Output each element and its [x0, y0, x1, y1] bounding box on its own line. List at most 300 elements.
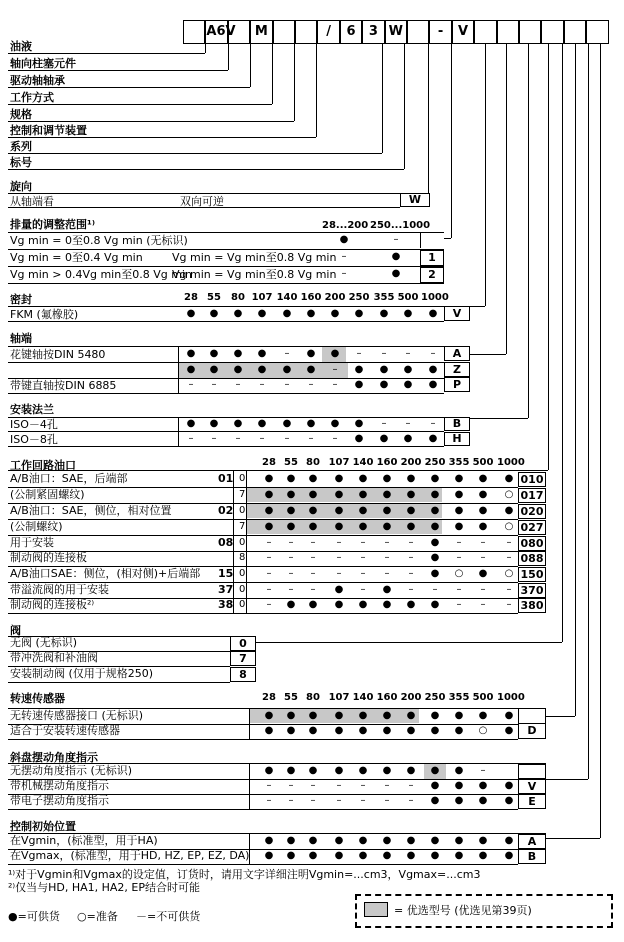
port-digit: 0 — [239, 584, 246, 595]
size-header: 355 — [373, 292, 395, 303]
connector-line — [562, 44, 563, 642]
option-code-box[interactable]: 080 — [518, 536, 546, 551]
availability-mark: ● — [308, 765, 318, 776]
section-title-speed: 转速传感器 — [10, 692, 65, 705]
availability-mark: ● — [504, 795, 514, 806]
availability-mark: – — [456, 599, 462, 610]
availability-mark: – — [480, 552, 486, 563]
availability-mark: – — [430, 348, 436, 359]
size-header: 200 — [324, 292, 346, 303]
availability-mark: ● — [428, 308, 438, 319]
availability-mark: ● — [478, 710, 488, 721]
availability-mark: – — [310, 537, 316, 548]
availability-mark: ○ — [504, 568, 514, 579]
option-code-box[interactable]: A — [444, 346, 470, 361]
availability-mark: ● — [354, 364, 364, 375]
order-code-position[interactable] — [497, 20, 519, 44]
size-header: 160 — [376, 692, 398, 703]
section-title-ports: 工作回路油口 — [10, 459, 76, 472]
availability-mark: ● — [286, 765, 296, 776]
preferred-swatch — [364, 902, 388, 917]
legend-in-preparation: ○=准备 — [77, 910, 118, 923]
option-code-box[interactable]: B — [444, 417, 470, 431]
order-code-position[interactable]: W — [385, 20, 407, 44]
availability-mark: ● — [428, 433, 438, 444]
availability-mark: ● — [406, 521, 416, 532]
size-header: 500 — [472, 457, 494, 468]
port-digit: 0 — [239, 473, 246, 484]
availability-mark: ● — [339, 234, 349, 245]
availability-mark: ● — [264, 725, 274, 736]
availability-mark: – — [211, 379, 217, 390]
order-code-position[interactable] — [564, 20, 586, 44]
option-code-box[interactable]: 020 — [518, 504, 546, 519]
option-code-box[interactable]: D — [518, 723, 546, 739]
availability-mark: – — [408, 537, 414, 548]
availability-mark: ● — [403, 308, 413, 319]
availability-mark: ● — [186, 364, 196, 375]
availability-mark: ● — [257, 348, 267, 359]
availability-mark: – — [332, 364, 338, 375]
availability-mark: ● — [454, 725, 464, 736]
availability-mark: – — [408, 780, 414, 791]
availability-mark: ● — [454, 780, 464, 791]
availability-mark: ● — [430, 780, 440, 791]
availability-mark: – — [332, 433, 338, 444]
availability-mark: – — [480, 584, 486, 595]
availability-mark: ● — [354, 433, 364, 444]
rule-line — [546, 779, 588, 780]
availability-mark: – — [310, 795, 316, 806]
availability-mark: ● — [286, 505, 296, 516]
availability-mark: – — [356, 348, 362, 359]
availability-mark: ● — [478, 780, 488, 791]
port-digit: 8 — [239, 552, 246, 563]
availability-mark: – — [288, 568, 294, 579]
rule-line — [8, 346, 470, 347]
availability-mark: – — [259, 433, 265, 444]
speed-sensor-label: 适合于安装转速传感器 — [10, 724, 120, 737]
availability-mark: – — [310, 584, 316, 595]
option-code-box[interactable] — [518, 708, 546, 724]
availability-mark: – — [360, 552, 366, 563]
code-position-label: 油液 — [10, 40, 32, 53]
availability-mark: ○ — [454, 568, 464, 579]
connector-line — [250, 44, 251, 87]
availability-mark: – — [308, 433, 314, 444]
connector-line — [178, 346, 179, 393]
order-code-position[interactable]: 6 — [340, 20, 362, 44]
order-code-position[interactable] — [586, 20, 608, 44]
option-code-box[interactable]: 7 — [230, 651, 256, 666]
availability-mark: – — [310, 552, 316, 563]
availability-mark: – — [480, 765, 486, 776]
availability-mark: ● — [382, 584, 392, 595]
availability-mark: ● — [454, 489, 464, 500]
availability-mark: ● — [334, 505, 344, 516]
port-number: 01 — [218, 472, 234, 485]
port-label: (公制紧固螺纹) — [10, 488, 85, 501]
availability-mark: ● — [282, 364, 292, 375]
size-header: 140 — [352, 692, 374, 703]
order-code-position[interactable]: / — [317, 20, 339, 44]
option-code-box[interactable]: E — [518, 794, 546, 809]
availability-mark: ● — [403, 433, 413, 444]
option-code-box[interactable]: 380 — [518, 598, 546, 613]
code-position-label: 控制和调节装置 — [10, 124, 87, 137]
availability-mark: ● — [478, 505, 488, 516]
availability-mark: ● — [264, 710, 274, 721]
connector-line — [575, 44, 576, 716]
section-title-swash: 斜盘摆动角度指示 — [10, 751, 98, 764]
option-code-box[interactable]: 010 — [518, 472, 546, 487]
availability-mark: ● — [306, 308, 316, 319]
connector-line — [246, 470, 247, 613]
rule-line — [8, 809, 518, 810]
availability-mark: – — [360, 780, 366, 791]
availability-mark: ● — [428, 364, 438, 375]
connector-line — [249, 708, 250, 739]
size-header: 250 — [424, 692, 446, 703]
availability-mark: ● — [264, 835, 274, 846]
availability-mark: – — [408, 795, 414, 806]
rule-line — [8, 193, 430, 194]
availability-mark: ● — [430, 710, 440, 721]
availability-mark: – — [266, 568, 272, 579]
availability-mark: ● — [358, 521, 368, 532]
availability-mark: ● — [334, 584, 344, 595]
option-code-box[interactable]: B — [518, 849, 546, 864]
availability-mark: ● — [209, 364, 219, 375]
connector-line — [451, 44, 452, 238]
control-label: 在Vgmax，(标准型，用于HD, HZ, EP, EZ, DA) — [10, 849, 250, 862]
connector-line — [588, 44, 589, 779]
connector-line — [233, 470, 234, 613]
availability-mark: ● — [430, 599, 440, 610]
option-code-box[interactable]: V — [518, 779, 546, 794]
availability-mark: – — [288, 780, 294, 791]
availability-mark: ● — [358, 505, 368, 516]
availability-mark: ● — [264, 473, 274, 484]
option-code-box[interactable]: 088 — [518, 551, 546, 566]
availability-mark: ● — [286, 710, 296, 721]
rule-line — [8, 232, 444, 233]
availability-mark: ● — [478, 835, 488, 846]
rule-line — [8, 739, 518, 740]
availability-mark: – — [480, 537, 486, 548]
option-code-box[interactable]: H — [444, 432, 470, 446]
availability-mark: ● — [358, 835, 368, 846]
legend-not-available: －=不可供货 — [136, 910, 201, 923]
availability-mark: ● — [382, 765, 392, 776]
availability-mark: – — [284, 379, 290, 390]
connector-line — [205, 44, 206, 53]
rule-line — [8, 153, 382, 154]
availability-mark: – — [266, 552, 272, 563]
rule-line — [444, 238, 451, 239]
rule-line — [8, 470, 546, 471]
availability-mark: ● — [334, 835, 344, 846]
availability-mark: ● — [334, 599, 344, 610]
availability-mark: – — [360, 795, 366, 806]
availability-mark: ● — [454, 795, 464, 806]
availability-mark: ● — [334, 710, 344, 721]
size-header: 80 — [306, 692, 320, 703]
availability-mark: ● — [358, 765, 368, 776]
rule-line — [8, 306, 470, 307]
code-position-label: 系列 — [10, 140, 32, 153]
order-code-position[interactable] — [519, 20, 541, 44]
displacement-label: Vg min > 0.4Vg min至0.8 Vg min — [10, 268, 192, 281]
option-code-box[interactable]: 370 — [518, 583, 546, 598]
rule-line — [8, 519, 518, 520]
availability-mark: – — [310, 780, 316, 791]
connector-line — [294, 44, 295, 121]
rule-line — [8, 104, 272, 105]
section-title-valve: 阀 — [10, 624, 21, 637]
port-label: A/B油口：SAE，后端部 — [10, 472, 128, 485]
legend-preferred: = 优选型号 (优选见第39页) — [394, 904, 532, 917]
port-label: A/B油口：SAE，侧位，相对位置 — [10, 504, 172, 517]
availability-mark: ● — [504, 725, 514, 736]
availability-mark: – — [310, 568, 316, 579]
availability-mark: ● — [382, 505, 392, 516]
availability-mark: – — [384, 795, 390, 806]
rule-line — [8, 249, 444, 250]
swash-label: 带机械摆动角度指示 — [10, 779, 109, 792]
availability-mark: ● — [382, 850, 392, 861]
connector-line — [316, 44, 317, 137]
availability-mark: ● — [358, 599, 368, 610]
availability-mark: ● — [430, 765, 440, 776]
availability-mark: – — [188, 433, 194, 444]
section-title-seal: 密封 — [10, 293, 32, 306]
availability-mark: ● — [334, 521, 344, 532]
availability-mark: ● — [282, 418, 292, 429]
availability-mark: ● — [358, 850, 368, 861]
order-code-position[interactable]: 3 — [362, 20, 384, 44]
availability-mark: ● — [186, 308, 196, 319]
connector-line — [249, 763, 250, 809]
availability-mark: ● — [264, 505, 274, 516]
seal-label: FKM (氟橡胶) — [10, 308, 79, 321]
size-header: 250 — [348, 292, 370, 303]
swash-label: 带电子摆动角度指示 — [10, 794, 109, 807]
rule-line — [546, 838, 600, 839]
availability-mark: ● — [334, 765, 344, 776]
valve-label: 无阀 (无标识) — [10, 636, 78, 649]
rule-line — [8, 393, 444, 394]
rule-line — [8, 535, 518, 536]
availability-mark: ● — [430, 505, 440, 516]
valve-label: 安装制动阀 (仅用于规格250) — [10, 667, 154, 680]
availability-mark: ● — [430, 725, 440, 736]
availability-mark: – — [336, 780, 342, 791]
availability-mark: ● — [334, 725, 344, 736]
availability-mark: ● — [233, 348, 243, 359]
speed-sensor-label: 无转速传感器接口 (无标识) — [10, 709, 144, 722]
availability-mark: – — [211, 433, 217, 444]
availability-mark: ● — [430, 537, 440, 548]
size-header: 355 — [448, 692, 470, 703]
availability-mark: ● — [286, 725, 296, 736]
availability-mark: ● — [382, 710, 392, 721]
availability-mark: ● — [379, 364, 389, 375]
legend-available: ●=可供货 — [8, 910, 60, 923]
rule-line — [470, 354, 506, 355]
option-code-box[interactable]: 017 — [518, 488, 546, 503]
availability-mark: ● — [454, 521, 464, 532]
option-code-box[interactable]: 150 — [518, 567, 546, 582]
rule-line — [8, 864, 518, 865]
availability-mark: – — [506, 584, 512, 595]
availability-mark: ○ — [478, 725, 488, 736]
availability-mark: ● — [306, 348, 316, 359]
size-header: 107 — [328, 457, 350, 468]
availability-mark: ● — [354, 418, 364, 429]
availability-mark: – — [341, 251, 347, 262]
availability-mark: ● — [406, 505, 416, 516]
availability-mark: ● — [430, 521, 440, 532]
port-digit: 7 — [239, 489, 246, 500]
availability-mark: ● — [478, 489, 488, 500]
availability-mark: ● — [308, 725, 318, 736]
availability-mark: ● — [504, 780, 514, 791]
availability-mark: ● — [430, 473, 440, 484]
port-digit: 0 — [239, 568, 246, 579]
availability-mark: ● — [334, 850, 344, 861]
availability-mark: ● — [478, 473, 488, 484]
availability-mark: ● — [308, 835, 318, 846]
availability-mark: ● — [233, 364, 243, 375]
port-label: 制动阀的连接板 — [10, 551, 87, 564]
port-number: 15 — [218, 567, 234, 580]
availability-mark: – — [235, 433, 241, 444]
availability-mark: ● — [308, 473, 318, 484]
option-code-box[interactable]: V — [444, 306, 470, 321]
availability-mark: ● — [209, 308, 219, 319]
rule-line — [8, 70, 228, 71]
order-code-position[interactable] — [407, 20, 429, 44]
option-code-box[interactable]: 0 — [230, 636, 256, 651]
availability-mark: ● — [308, 599, 318, 610]
order-code-position[interactable]: M — [250, 20, 272, 44]
availability-mark: ● — [430, 489, 440, 500]
connector-line — [382, 44, 383, 153]
availability-mark: ● — [379, 379, 389, 390]
availability-mark: – — [332, 379, 338, 390]
availability-mark: – — [405, 348, 411, 359]
availability-mark: ● — [430, 795, 440, 806]
availability-mark: – — [336, 568, 342, 579]
order-code-position[interactable]: - — [429, 20, 451, 44]
availability-mark: ● — [428, 379, 438, 390]
size-header: 28 — [262, 457, 276, 468]
range-header: 250...1000 — [370, 220, 431, 231]
availability-mark: ● — [478, 568, 488, 579]
rule-line — [546, 470, 548, 471]
connector-line — [228, 44, 229, 70]
availability-mark: ● — [308, 710, 318, 721]
section-title-displacement: 排量的调整范围¹⁾ — [10, 218, 95, 231]
availability-mark: ● — [454, 850, 464, 861]
rule-line — [8, 362, 444, 363]
connector-line — [600, 44, 601, 838]
size-header: 1000 — [497, 692, 525, 703]
connector-line — [178, 417, 179, 446]
availability-mark: ● — [354, 379, 364, 390]
rule-line — [8, 431, 444, 432]
size-header: 500 — [397, 292, 419, 303]
availability-mark: – — [284, 348, 290, 359]
order-code-position[interactable] — [273, 20, 295, 44]
size-header: 55 — [284, 692, 298, 703]
displacement-label: Vg min = 0至0.4 Vg min — [10, 251, 143, 264]
section-title-flange: 安装法兰 — [10, 403, 54, 416]
rule-line — [8, 169, 404, 170]
range-header: 28...200 — [322, 220, 369, 231]
connector-line — [428, 44, 429, 198]
option-code-box[interactable]: 1 — [420, 250, 444, 266]
order-code-position[interactable]: V — [452, 20, 474, 44]
port-digit: 0 — [239, 505, 246, 516]
order-code-position[interactable] — [228, 20, 250, 44]
availability-mark: ● — [257, 308, 267, 319]
option-code-box[interactable]: 8 — [230, 667, 256, 682]
option-code-box[interactable]: Z — [444, 362, 470, 377]
size-header: 28 — [262, 692, 276, 703]
option-code-box[interactable]: 027 — [518, 520, 546, 535]
code-position-label: 驱动轴轴承 — [10, 74, 65, 87]
availability-mark: – — [384, 568, 390, 579]
order-code-position[interactable] — [295, 20, 317, 44]
rule-line — [8, 137, 316, 138]
option-code-box[interactable]: A — [518, 834, 546, 849]
order-code-position[interactable] — [541, 20, 563, 44]
availability-mark: ● — [286, 599, 296, 610]
order-code-position[interactable]: A6V — [205, 20, 227, 44]
availability-mark: – — [341, 268, 347, 279]
rule-line — [8, 87, 250, 88]
rotation-label: 从轴端看 — [10, 195, 54, 208]
option-code-box[interactable] — [518, 764, 546, 779]
availability-mark: – — [408, 552, 414, 563]
port-label: 制动阀的连接板²⁾ — [10, 598, 95, 611]
connector-line — [506, 44, 507, 354]
port-digit: 7 — [239, 521, 246, 532]
availability-mark: ● — [282, 308, 292, 319]
option-code-box[interactable]: P — [444, 377, 470, 392]
availability-mark: ● — [257, 364, 267, 375]
order-code-position[interactable] — [474, 20, 496, 44]
availability-mark: ● — [382, 489, 392, 500]
displacement-label-2: Vg min = Vg min至0.8 Vg min — [172, 251, 337, 264]
shaft-label: 带键直轴按DIN 6885 — [10, 379, 117, 392]
order-code-position[interactable] — [183, 20, 205, 44]
code-position-label: 规格 — [10, 108, 32, 121]
option-code-box[interactable]: W — [400, 193, 430, 207]
availability-mark: ● — [504, 505, 514, 516]
availability-mark: ● — [382, 725, 392, 736]
availability-mark: ● — [478, 795, 488, 806]
size-header: 55 — [284, 457, 298, 468]
option-code-box[interactable]: 2 — [420, 267, 444, 283]
swash-label: 无摆动角度指示 (无标识) — [10, 764, 133, 777]
availability-mark: ● — [330, 348, 340, 359]
section-title-shaft: 轴端 — [10, 332, 32, 345]
availability-mark: – — [336, 552, 342, 563]
availability-mark: ● — [403, 379, 413, 390]
